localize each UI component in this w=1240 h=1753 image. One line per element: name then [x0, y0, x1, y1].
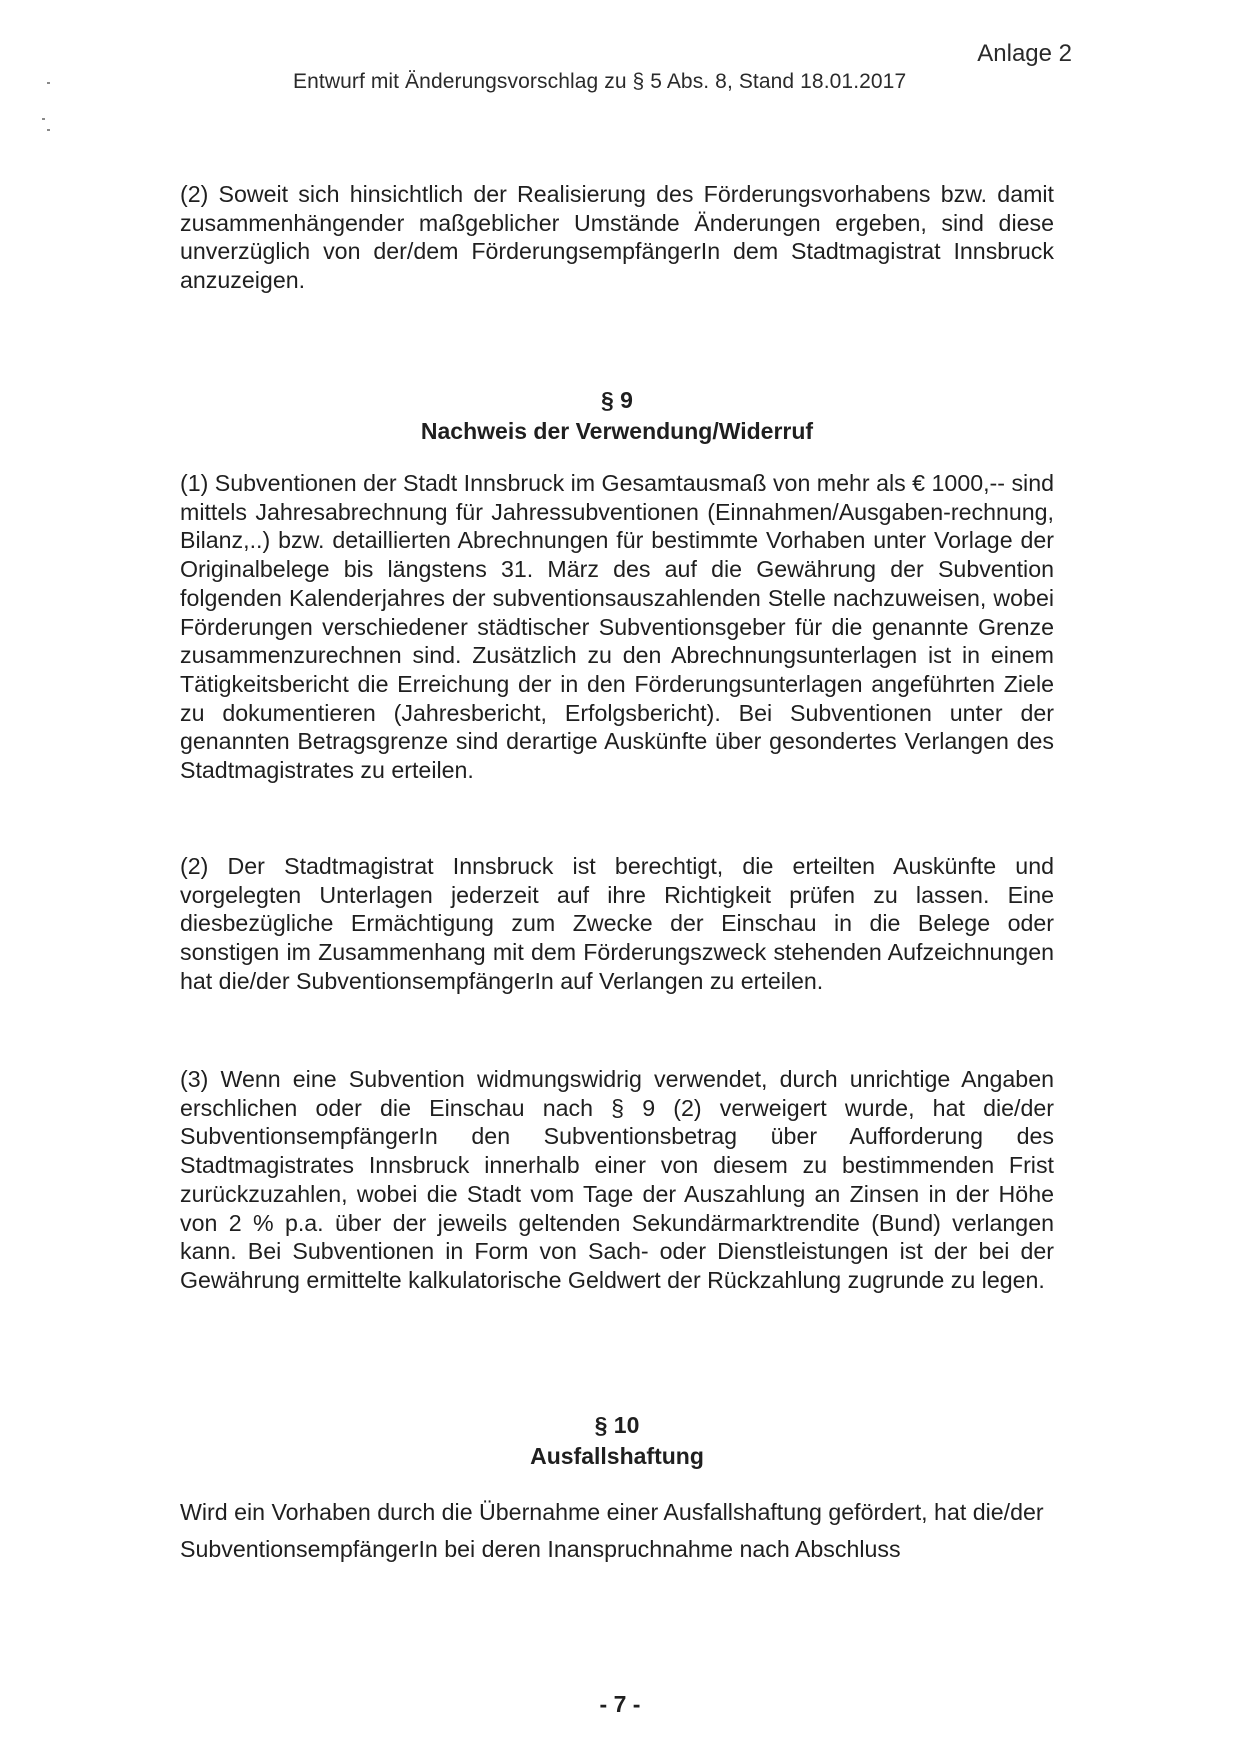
- annex-label: Anlage 2: [977, 40, 1072, 67]
- section-9-heading: [180, 385, 1054, 447]
- scan-speck: [42, 118, 45, 120]
- section-9-paragraph-2: (2) Der Stadtmagistrat Innsbruck ist berechtigt, die erteilten Auskünfte und vorgelegten Unterlagen jederzeit auf ihre Richtigkeit prüfen zu lassen. Eine diesbezügliche Ermächtigung zum Zwecke der Einschau in die Belege oder sonstigen im Zusammenhang mit dem Förderungszweck stehenden Aufzeichnungen hat die/der SubventionsempfängerIn auf Verlangen zu erteilen.: [180, 853, 1054, 994]
- section-9-paragraph-1: (1) Subventionen der Stadt Innsbruck im Gesamtausmaß von mehr als € 1000,-- sind mittels Jahresabrechnung für Jahressubventionen (Einnahmen/Ausgaben-rechnung, Bilanz,..) bzw. detaillierten Abrechnungen für bestimmte Vorhaben unter Vorlage der Originalbelege bis längstens 31. März des auf die Gewährung der Subvention folgenden Kalenderjahres der subventionsauszahlenden Stelle nachzuweisen, wobei Förderungen verschiedener städtischer Subventionsgeber für die genannte Grenze zusammenzurechnen sind. Zusätzlich zu den Abrechnungsunterlagen ist in einem Tätigkeitsbericht die Erreichung der in den Förderungsunterlagen angeführten Ziele zu dokumentieren (Jahresbericht, Erfolgsbericht). Bei Subventionen unter der genannten Betragsgrenze sind derartige Auskünfte über gesondertes Verlangen des Stadtmagistrates zu erteilen.: [180, 470, 1054, 784]
- intro-paragraph: (2) Soweit sich hinsichtlich der Realisierung des Förderungsvorhabens bzw. damit zusammenhängender maßgeblicher Umstände Änderungen ergeben, sind diese unverzüglich von der/dem FörderungsempfängerIn dem Stadtmagistrat Innsbruck anzuzeigen.: [180, 181, 1054, 294]
- scan-speck: [47, 82, 50, 84]
- section-10-number: § 10: [594, 1412, 640, 1438]
- section-9-paragraph-3: (3) Wenn eine Subvention widmungswidrig verwendet, durch unrichtige Angaben erschlichen oder die Einschau nach § 9 (2) verweigert wurde, hat die/der SubventionsempfängerIn den Subventionsbetrag über Aufforderung des Stadtmagistrates Innsbruck innerhalb einer von diesem zu bestimmenden Frist zurückzuzahlen, wobei die Stadt vom Tage der Auszahlung an Zinsen in der Höhe von 2 % p.a. über der jeweils geltenden Sekundärmarktrendite (Bund) verlangen kann. Bei Subventionen in Form von Sach- oder Dienstleistungen ist der bei der Gewährung ermittelte kalkulatorische Geldwert der Rückzahlung zugrunde zu legen.: [180, 1066, 1054, 1293]
- section-9-title: Nachweis der Verwendung/Widerruf: [420, 418, 814, 444]
- section-10-title: Ausfallshaftung: [530, 1443, 704, 1469]
- section-10-heading: [180, 1410, 1054, 1472]
- section-10-paragraph-1: Wird ein Vorhaben durch die Übernahme einer Ausfallshaftung gefördert, hat die/der SubventionsempfängerIn bei deren Inanspruchnahme nach Abschluss: [180, 1499, 1044, 1562]
- scan-speck: [47, 129, 50, 131]
- page-number: - 7 -: [599, 1691, 641, 1717]
- section-9-number: § 9: [601, 387, 633, 413]
- document-subtitle: Entwurf mit Änderungsvorschlag zu § 5 Abs. 8, Stand 18.01.2017: [293, 70, 907, 93]
